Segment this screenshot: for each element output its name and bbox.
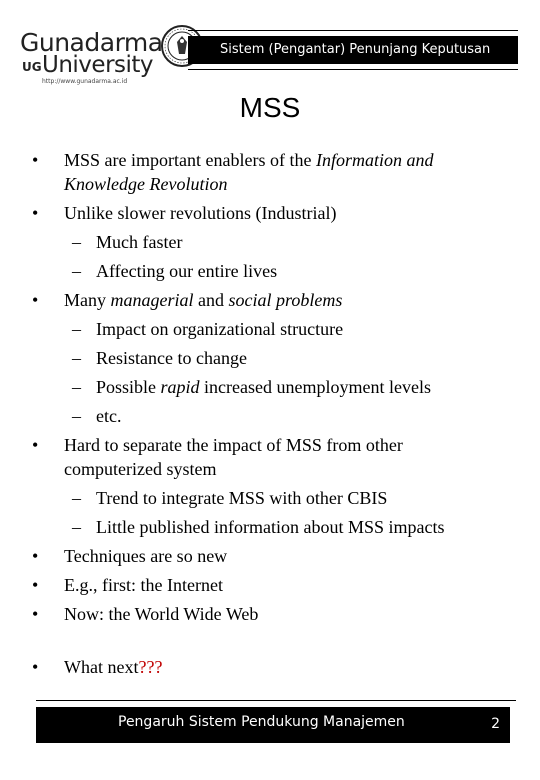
header-rule-top — [188, 30, 518, 31]
dash-marker: – — [72, 261, 81, 281]
bullet-text: and — [193, 290, 229, 310]
bullet-text: social problems — [228, 290, 343, 310]
bullet-text: Now: the World Wide Web — [64, 604, 259, 624]
bullet-text: increased unemployment levels — [199, 377, 431, 397]
bullet-marker: • — [32, 575, 39, 595]
sub-bullet-item — [32, 259, 502, 283]
sub-bullet-item — [32, 515, 502, 539]
bullet-item — [32, 288, 502, 312]
header-rule-bottom — [188, 69, 518, 70]
bullet-text: Much faster — [96, 232, 183, 252]
dash-marker: – — [72, 377, 81, 397]
dash-marker: – — [72, 232, 81, 252]
bullet-text: rapid — [160, 377, 200, 397]
bullet-text: etc. — [96, 406, 122, 426]
bullet-text: E.g., first: the Internet — [64, 575, 223, 595]
bullet-text: Techniques are so new — [64, 546, 228, 566]
footer-text: Pengaruh Sistem Pendukung Manajemen — [118, 714, 405, 730]
bullet-text: MSS are important enablers of the — [64, 150, 316, 170]
sub-bullet-item — [32, 486, 502, 510]
dash-marker: – — [72, 348, 81, 368]
sub-bullet-item — [32, 317, 502, 341]
logo-text-gunadarma: Gunadarma — [20, 28, 163, 57]
dash-marker: – — [72, 488, 81, 508]
bullet-marker: • — [32, 657, 39, 677]
bullet-text: Impact on organizational structure — [96, 319, 344, 339]
bullet-marker: • — [32, 546, 39, 566]
bullet-marker: • — [32, 435, 39, 455]
bullet-text: Possible — [96, 377, 161, 397]
sub-bullet-item — [32, 230, 502, 254]
bullet-text: Affecting our entire lives — [96, 261, 278, 281]
dash-marker: – — [72, 319, 81, 339]
dash-marker: – — [72, 517, 81, 537]
bullet-text: Many — [64, 290, 111, 310]
sub-bullet-item — [32, 404, 502, 428]
bullet-text: Trend to integrate MSS with other CBIS — [96, 488, 388, 508]
sub-bullet-item — [32, 375, 502, 399]
dash-marker: – — [72, 406, 81, 426]
bullet-marker: • — [32, 604, 39, 624]
bullet-marker: • — [32, 290, 39, 310]
page-number: 2 — [491, 716, 500, 732]
footer-bar — [36, 707, 510, 743]
bullet-list — [32, 148, 502, 684]
bullet-item — [32, 544, 502, 568]
bullet-text: Information and Knowledge Revolution — [64, 150, 434, 194]
bullet-item — [32, 602, 502, 626]
logo-text-university: University — [42, 52, 154, 78]
bullet-item — [32, 573, 502, 597]
bullet-item — [32, 433, 502, 481]
logo-text-uc: UG — [22, 60, 42, 74]
bullet-text: ??? — [138, 657, 163, 677]
bullet-marker: • — [32, 150, 39, 170]
sub-bullet-item — [32, 346, 502, 370]
bullet-text: What next — [64, 657, 139, 677]
bullet-text: Resistance to change — [96, 348, 247, 368]
course-title: Sistem (Pengantar) Penunjang Keputusan — [220, 42, 491, 57]
footer-rule — [36, 700, 516, 701]
header-bar — [188, 36, 518, 64]
bullet-item — [32, 201, 502, 225]
logo-url: http://www.gunadarma.ac.id — [42, 78, 128, 85]
bullet-item — [32, 655, 502, 679]
bullet-text: Little published information about MSS impacts — [96, 517, 445, 537]
bullet-text: managerial — [110, 290, 194, 310]
bullet-item — [32, 148, 502, 196]
bullet-text: Hard to separate the impact of MSS from other computerized system — [64, 435, 403, 479]
slide-title: MSS — [239, 92, 301, 123]
bullet-marker: • — [32, 203, 39, 223]
university-logo — [18, 22, 188, 88]
bullet-text: Unlike slower revolutions (Industrial) — [64, 203, 337, 223]
